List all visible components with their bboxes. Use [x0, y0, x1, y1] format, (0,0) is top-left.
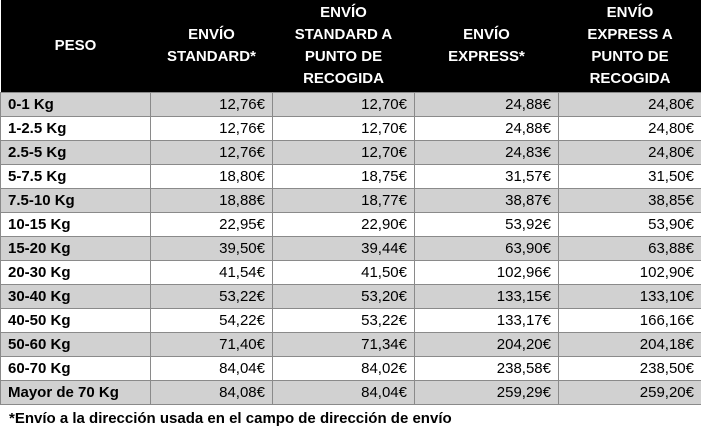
weight-cell: 0-1 Kg: [1, 93, 151, 117]
weight-cell: Mayor de 70 Kg: [1, 381, 151, 405]
header-line: PESO: [54, 37, 97, 54]
table-header: [1, 0, 701, 93]
express-pickup-price-cell: 238,50€: [559, 357, 701, 381]
standard-pickup-price-cell: 18,75€: [273, 165, 415, 189]
express-pickup-price-cell: 31,50€: [559, 165, 701, 189]
standard-price-cell: 12,76€: [151, 117, 273, 141]
header-row: [1, 0, 701, 93]
header-envio-standard: [151, 0, 273, 93]
express-pickup-price-cell: 38,85€: [559, 189, 701, 213]
express-price-cell: 133,17€: [415, 309, 559, 333]
standard-pickup-price-cell: 71,34€: [273, 333, 415, 357]
express-price-cell: 24,88€: [415, 93, 559, 117]
header-line: ENVÍO: [463, 26, 510, 43]
express-pickup-price-cell: 63,88€: [559, 237, 701, 261]
express-price-cell: 38,87€: [415, 189, 559, 213]
express-pickup-price-cell: 133,10€: [559, 285, 701, 309]
header-line: ENVÍO: [320, 4, 367, 21]
weight-cell: 1-2.5 Kg: [1, 117, 151, 141]
table-row: [1, 309, 701, 333]
standard-price-cell: 71,40€: [151, 333, 273, 357]
header-line: EXPRESS*: [448, 48, 525, 65]
header-peso: [1, 0, 151, 93]
express-pickup-price-cell: 24,80€: [559, 117, 701, 141]
header-envio-standard-punto: [273, 0, 415, 93]
standard-pickup-price-cell: 39,44€: [273, 237, 415, 261]
weight-cell: 15-20 Kg: [1, 237, 151, 261]
express-price-cell: 204,20€: [415, 333, 559, 357]
weight-cell: 2.5-5 Kg: [1, 141, 151, 165]
express-pickup-price-cell: 259,20€: [559, 381, 701, 405]
express-price-cell: 259,29€: [415, 381, 559, 405]
weight-cell: 20-30 Kg: [1, 261, 151, 285]
weight-cell: 60-70 Kg: [1, 357, 151, 381]
header-line: STANDARD*: [167, 48, 256, 65]
standard-price-cell: 22,95€: [151, 213, 273, 237]
express-price-cell: 102,96€: [415, 261, 559, 285]
table-row: [1, 141, 701, 165]
weight-cell: 5-7.5 Kg: [1, 165, 151, 189]
standard-pickup-price-cell: 12,70€: [273, 117, 415, 141]
express-pickup-price-cell: 102,90€: [559, 261, 701, 285]
express-pickup-price-cell: 166,16€: [559, 309, 701, 333]
header-line: RECOGIDA: [589, 70, 671, 87]
header-line: ENVÍO: [606, 4, 654, 21]
standard-price-cell: 53,22€: [151, 285, 273, 309]
standard-pickup-price-cell: 53,22€: [273, 309, 415, 333]
standard-pickup-price-cell: 18,77€: [273, 189, 415, 213]
table-row: [1, 165, 701, 189]
express-pickup-price-cell: 24,80€: [559, 141, 701, 165]
standard-pickup-price-cell: 22,90€: [273, 213, 415, 237]
standard-pickup-price-cell: 12,70€: [273, 141, 415, 165]
footnote: *Envío a la dirección usada en el campo de dirección de envío: [9, 410, 452, 427]
standard-price-cell: 18,88€: [151, 189, 273, 213]
header-line: EXPRESS A: [587, 26, 673, 43]
weight-cell: 40-50 Kg: [1, 309, 151, 333]
standard-price-cell: 18,80€: [151, 165, 273, 189]
standard-pickup-price-cell: 12,70€: [273, 93, 415, 117]
weight-cell: 50-60 Kg: [1, 333, 151, 357]
express-pickup-price-cell: 204,18€: [559, 333, 701, 357]
table-body: [1, 93, 701, 405]
table-row: [1, 381, 701, 405]
express-price-cell: 53,92€: [415, 213, 559, 237]
express-price-cell: 24,83€: [415, 141, 559, 165]
express-price-cell: 238,58€: [415, 357, 559, 381]
standard-pickup-price-cell: 53,20€: [273, 285, 415, 309]
header-line: ENVÍO: [188, 26, 235, 43]
express-price-cell: 31,57€: [415, 165, 559, 189]
table-row: [1, 93, 701, 117]
standard-price-cell: 41,54€: [151, 261, 273, 285]
standard-pickup-price-cell: 41,50€: [273, 261, 415, 285]
header-envio-express: [415, 0, 559, 93]
table-row: [1, 213, 701, 237]
standard-price-cell: 12,76€: [151, 141, 273, 165]
header-line: STANDARD A: [294, 26, 393, 43]
standard-price-cell: 84,04€: [151, 357, 273, 381]
weight-cell: 30-40 Kg: [1, 285, 151, 309]
standard-pickup-price-cell: 84,02€: [273, 357, 415, 381]
table-row: [1, 261, 701, 285]
table-row: [1, 189, 701, 213]
table-row: [1, 333, 701, 357]
standard-pickup-price-cell: 84,04€: [273, 381, 415, 405]
express-price-cell: 63,90€: [415, 237, 559, 261]
standard-price-cell: 39,50€: [151, 237, 273, 261]
standard-price-cell: 12,76€: [151, 93, 273, 117]
header-line: RECOGIDA: [303, 70, 384, 87]
table-row: [1, 285, 701, 309]
express-price-cell: 133,15€: [415, 285, 559, 309]
table-row: [1, 117, 701, 141]
standard-price-cell: 54,22€: [151, 309, 273, 333]
table-row: [1, 357, 701, 381]
header-line: PUNTO DE: [591, 48, 669, 65]
weight-cell: 7.5-10 Kg: [1, 189, 151, 213]
header-envio-express-punto: [559, 0, 701, 93]
header-line: PUNTO DE: [304, 48, 383, 65]
express-pickup-price-cell: 24,80€: [559, 93, 701, 117]
weight-cell: 10-15 Kg: [1, 213, 151, 237]
table-row: [1, 237, 701, 261]
standard-price-cell: 84,08€: [151, 381, 273, 405]
express-price-cell: 24,88€: [415, 117, 559, 141]
express-pickup-price-cell: 53,90€: [559, 213, 701, 237]
